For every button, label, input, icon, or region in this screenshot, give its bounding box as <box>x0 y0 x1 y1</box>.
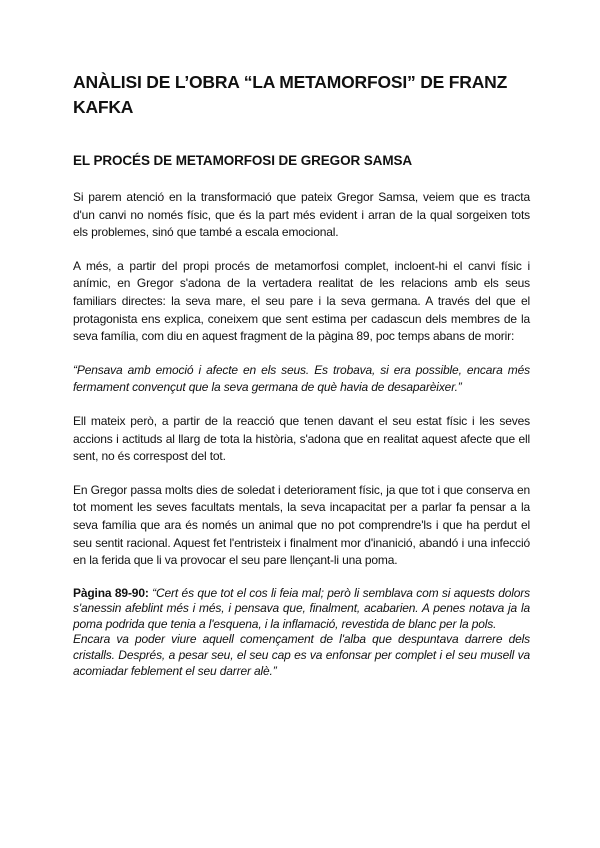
quote-2-text-part-2: Encara va poder viure aquell començament de l'alba que despuntava darrere dels cristalls. Després, a pesar seu, el seu cap es va enfonsar per complet i el seu musell va acomiadar feblement el seu darrer alè.” <box>73 632 530 678</box>
document-page <box>73 70 530 679</box>
paragraph-1: Si parem atenció en la transformació que pateix Gregor Samsa, veiem que es tracta d'un canvi no només físic, que és la part més evident i arran de la qual sorgeixen tots els problemes, sinó que també a escala emocional. <box>73 190 530 240</box>
paragraph-2: A més, a partir del propi procés de metamorfosi complet, incloent-hi el canvi físic i anímic, en Gregor s'adona de la vertadera realitat de les relacions amb els seus familiars directes: la seva mare, el seu pare i la seva germana. A través del que el protagonista ens explica, coneixem que sent estima per cadascun dels membres de la seva família, com diu en aquest fragment de la pàgina 89, poc temps abans de morir: <box>73 258 530 344</box>
quote-2 <box>73 586 530 680</box>
section-heading: EL PROCÉS DE METAMORFOSI DE GREGOR SAMSA <box>73 153 413 168</box>
quote-2-text-part-1: “Cert és que tot el cos li feia mal; però li semblava com si aquests dolors s'anessin afeblint més i més, i pensava que, finalment, acabarien. A penes notava ja la poma podrida que tenia a l'esquena, i la inflamació, revestida de blanc per la pols. <box>73 585 530 631</box>
document-title: ANÀLISI DE L’OBRA “LA METAMORFOSI” DE FRANZ KAFKA <box>73 72 508 117</box>
quote-1: “Pensava amb emoció i afecte en els seus. Es trobava, si era possible, encara més fermament convençut que la seva germana de què havia de desaparèixer.” <box>73 362 530 395</box>
paragraph-3: Ell mateix però, a partir de la reacció que tenen davant el seu estat físic i les seves accions i actituds al llarg de tota la història, s'adona que en realitat aquest afecte que ell sent, no és correspost del tot. <box>73 413 530 464</box>
paragraph-4: En Gregor passa molts dies de soledat i deteriorament físic, ja que tot i que conserva en tot moment les seves facultats mentals, la seva incapacitat per a parlar fa pensar a la seva família que ara és només un animal que no pot comprendre'ls i que ha perdut el seu sentit racional. Aquest fet l'entristeix i finalment mor d'inanició, abandó i una infecció en la ferida que li va provocar el seu pare llençant-li una poma. <box>73 482 530 568</box>
quote-2-page-reference: Pàgina 89-90: <box>73 585 149 600</box>
